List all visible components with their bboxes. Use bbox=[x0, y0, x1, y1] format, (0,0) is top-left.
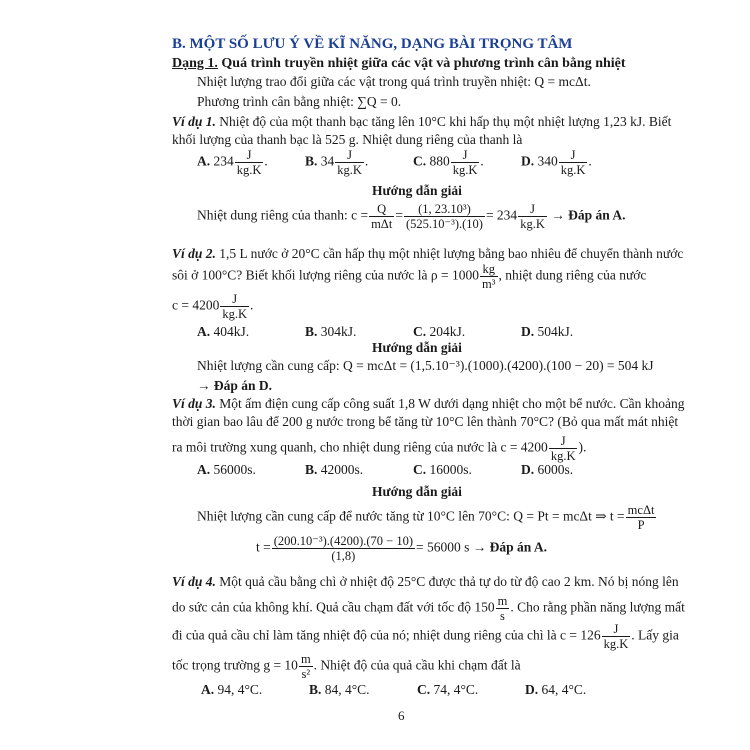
ex3-solution-heading: Hướng dẫn giải bbox=[372, 484, 462, 499]
ex2-answer-line bbox=[197, 378, 272, 394]
m-per-s2-fraction: $\frac{m}{\text{s²}}$ bbox=[300, 652, 311, 681]
ex3-question-line2: thời gian bao lâu để 200 g nước trong bể tăng từ 10°C lên thành 70°C? (Bỏ qua mất mát nhiệt bbox=[172, 414, 679, 429]
ex2-question-line3: c = 4200 $\frac{J}{kg.K}$ . bbox=[172, 292, 254, 321]
ex4-option-b: B. 84, 4°C. bbox=[309, 682, 370, 697]
ex1-question-line1 bbox=[172, 114, 671, 130]
ex1-solution-heading: Hướng dẫn giải bbox=[372, 183, 462, 198]
ex3-question-line1: Ví dụ 3. Một ấm điện cung cấp công suất 1,8 W dưới dạng nhiệt cho một bể nước. Cần khoảng bbox=[172, 396, 685, 411]
ex2-answer: Đáp án D. bbox=[213, 378, 273, 393]
intro-heat-formula: Nhiệt lượng trao đổi giữa các vật trong quá trình truyền nhiệt: Q = mcΔt. bbox=[197, 74, 591, 89]
m-per-s-fraction: $\frac{m}{s}$ bbox=[497, 594, 508, 623]
ex2-option-b: B. 304kJ. bbox=[305, 324, 357, 339]
ex4-question-line3: đi của quả cầu chỉ làm tăng nhiệt độ của nó; nhiệt dung riêng của chì là c = 126 $\frac{J}{kg.K}$ . Lấy gia bbox=[172, 622, 679, 651]
ex4-question-line2: do sức cản của không khí. Quả cầu chạm đất với tốc độ 150 $\frac{m}{s}$ . Cho rằng phần năng lượng mất bbox=[172, 594, 685, 623]
ex3-option-d: D. 6000s. bbox=[521, 462, 574, 477]
ex3-solution-line1: Nhiệt lượng cần cung cấp để nước tăng từ 10°C lên 70°C: Q = Pt = mcΔt ⇒ t = $\frac{\text{mcΔt}}{P}$ bbox=[197, 503, 655, 532]
topic-label: Dạng 1. bbox=[172, 56, 218, 71]
arrow-icon: → bbox=[197, 378, 211, 393]
ex4-option-a: A. 94, 4°C. bbox=[201, 682, 263, 697]
j-per-kgk-fraction: $\frac{J}{kg.K}$ bbox=[550, 434, 576, 463]
ex1-question-line2: khối lượng của thanh bạc là 525 g. Nhiệt dung riêng của thanh là bbox=[172, 132, 523, 147]
ex2-label: Ví dụ 2. bbox=[172, 246, 216, 261]
ex3-option-a: A. 56000s. bbox=[197, 462, 256, 477]
kg-per-m3-fraction: $\frac{kg}{\text{m³}}$ bbox=[482, 262, 496, 291]
ex2-solution-heading: Hướng dẫn giải bbox=[372, 340, 462, 355]
j-per-kgk-fraction: $\frac{J}{kg.K}$ bbox=[603, 622, 629, 651]
ex1-option-c: C. 880 $\frac{J}{kg.K}$ . bbox=[413, 148, 484, 177]
ex1-label: Ví dụ 1. bbox=[172, 114, 216, 129]
intro-balance-equation: Phương trình cân bằng nhiệt: ∑Q = 0. bbox=[197, 94, 402, 109]
ex1-option-d: D. 340 $\frac{J}{kg.K}$ . bbox=[521, 148, 592, 177]
ex2-option-c: C. 204kJ. bbox=[413, 324, 466, 339]
j-per-kgk-fraction: $\frac{J}{kg.K}$ bbox=[452, 148, 478, 177]
ex1-value-fraction: $\frac{\text{(1, 23.10³)}}{\text{(525.10⁻³).(10)}}$ bbox=[405, 202, 483, 231]
ex1-text-line1: Nhiệt độ của một thanh bạc tăng lên 10°C khi hấp thụ một nhiệt lượng 1,23 kJ. Biết bbox=[215, 114, 672, 129]
ex1-option-a: A. 234 $\frac{J}{kg.K}$ . bbox=[197, 148, 268, 177]
j-per-kgk-fraction: $\frac{J}{kg.K}$ bbox=[520, 202, 545, 231]
ex2-option-a: A. 404kJ. bbox=[197, 324, 250, 339]
ex3-option-b: B. 42000s. bbox=[305, 462, 364, 477]
j-per-kgk-fraction: $\frac{J}{kg.K}$ bbox=[222, 292, 248, 321]
ex3-solution-line2: t = $\frac{\text{(200.10⁻³).(4200).(70 − 10)}}{(1,8)}$ = 56000 s → Đáp án A. bbox=[256, 534, 548, 563]
topic-text: Quá trình truyền nhiệt giữa các vật và phương trình cân bằng nhiệt bbox=[217, 56, 626, 71]
mcdt-over-p-fraction: $\frac{\text{mcΔt}}{P}$ bbox=[627, 503, 655, 532]
ex2-option-d: D. 504kJ. bbox=[521, 324, 574, 339]
ex2-question-line1: Ví dụ 2. 1,5 L nước ở 20°C cần hấp thụ một nhiệt lượng bằng bao nhiêu để chuyển thành nước bbox=[172, 246, 684, 261]
ex3-value-fraction: $\frac{\text{(200.10⁻³).(4200).(70 − 10)}}{(1,8)}$ bbox=[273, 534, 413, 563]
ex4-question-line4: tốc trọng trường g = 10 $\frac{m}{\text{s²}}$ . Nhiệt độ của quả cầu khi chạm đất là bbox=[172, 652, 521, 681]
ex3-question-line3: ra môi trường xung quanh, cho nhiệt dung riêng của nước là c = 4200 $\frac{J}{kg.K}$ ). bbox=[172, 434, 587, 463]
arrow-icon: → bbox=[551, 207, 565, 223]
ex1-solution: Nhiệt dung riêng của thanh: c = $\frac{Q}{\text{mΔt}}$ = $\frac{\text{(1, 23.10³)}}{\text{(525.10⁻³).(10)}}$ = 234 $\frac{J}{kg.K}$ → Đáp án A. bbox=[197, 202, 626, 231]
j-per-kgk-fraction: $\frac{J}{kg.K}$ bbox=[236, 148, 262, 177]
ex1-option-b: B. 34 $\frac{J}{kg.K}$ . bbox=[305, 148, 369, 177]
ex4-label: Ví dụ 4. bbox=[172, 574, 216, 589]
ex3-label: Ví dụ 3. bbox=[172, 396, 216, 411]
ex2-question-line2: sôi ở 100°C? Biết khối lượng riêng của nước là ρ = 1000 $\frac{kg}{\text{m³}}$ , nhiệt dung riêng của nước bbox=[172, 262, 647, 291]
ex4-question-line1: Ví dụ 4. Một quả cầu bằng chì ở nhiệt độ 25°C được thả tự do từ độ cao 2 km. Nó bị nóng lên bbox=[172, 574, 679, 589]
page-number: 6 bbox=[398, 708, 405, 723]
ex3-answer: Đáp án A. bbox=[489, 539, 548, 555]
arrow-icon: → bbox=[472, 539, 487, 555]
j-per-kgk-fraction: $\frac{J}{kg.K}$ bbox=[337, 148, 362, 177]
j-per-kgk-fraction: $\frac{J}{kg.K}$ bbox=[560, 148, 586, 177]
ex4-option-d: D. 64, 4°C. bbox=[525, 682, 587, 697]
section-title: B. MỘT SỐ LƯU Ý VỀ KĨ NĂNG, DẠNG BÀI TRỌNG TÂM bbox=[172, 36, 573, 52]
ex4-option-c: C. 74, 4°C. bbox=[417, 682, 479, 697]
topic-heading bbox=[172, 56, 626, 72]
ex1-answer: Đáp án A. bbox=[568, 207, 626, 223]
q-over-mdt-fraction: $\frac{Q}{\text{mΔt}}$ bbox=[371, 202, 393, 231]
ex2-solution: Nhiệt lượng cần cung cấp: Q = mcΔt = (1,5.10⁻³).(1000).(4200).(100 − 20) = 504 kJ bbox=[197, 358, 654, 373]
ex3-option-c: C. 16000s. bbox=[413, 462, 472, 477]
